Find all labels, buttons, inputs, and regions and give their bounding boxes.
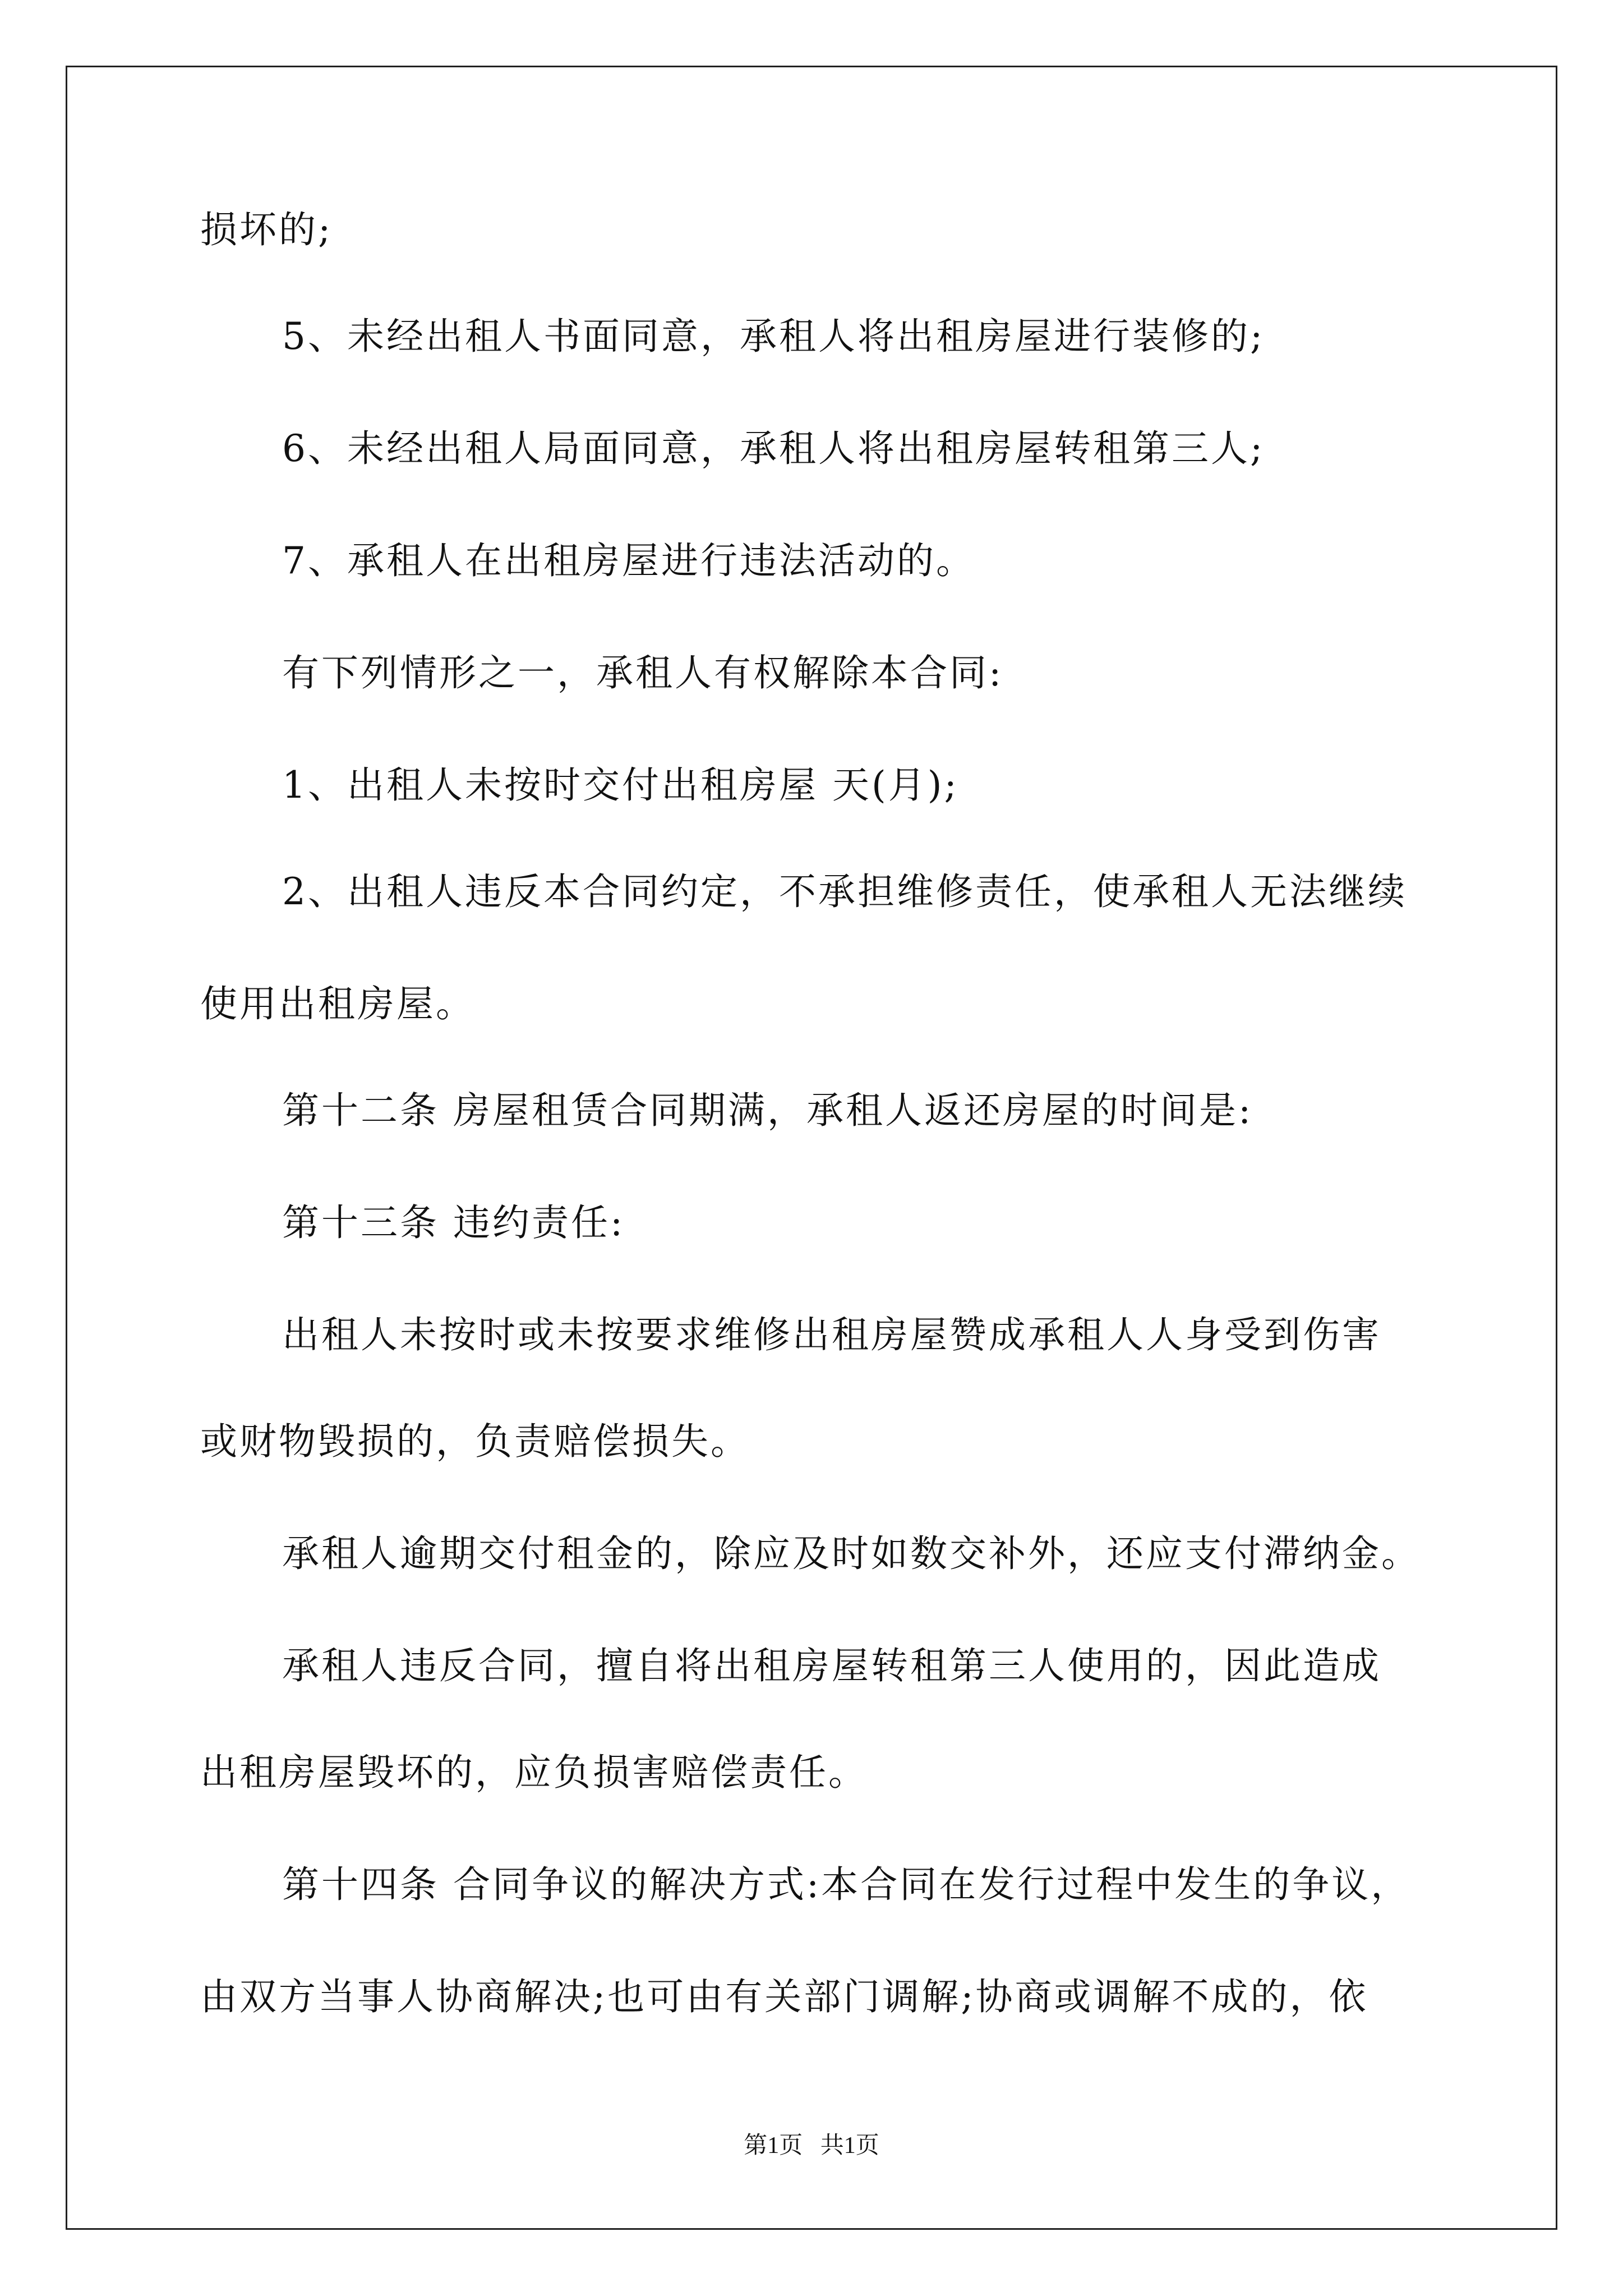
text-line: 第十四条 合同争议的解决方式:本合同在发行过程中发生的争议， <box>282 1863 1410 1906</box>
text-line: 承租人逾期交付租金的，除应及时如数交补外，还应支付滞纳金。 <box>282 1532 1421 1575</box>
page-number-footer: 第1页 共1页 <box>744 2133 879 2159</box>
text-line: 第十三条 违约责任: <box>282 1201 625 1244</box>
text-line: 出租人未按时或未按要求维修出租房屋赞成承租人人身受到伤害 <box>282 1313 1381 1356</box>
text-line: 第十二条 房屋租赁合同期满，承租人返还房屋的时间是: <box>282 1089 1253 1132</box>
text-line: 出租房屋毁坏的，应负损害赔偿责任。 <box>200 1751 868 1794</box>
text-line: 承租人违反合同，擅自将出租房屋转租第三人使用的，因此造成 <box>282 1644 1381 1687</box>
text-line: 5、未经出租人书面同意，承租人将出租房屋进行装修的; <box>282 315 1265 358</box>
text-line: 2、出租人违反本合同约定，不承担维修责任，使承租人无法继续 <box>282 870 1407 913</box>
text-line: 使用出租房屋。 <box>200 982 475 1025</box>
text-line: 有下列情形之一，承租人有权解除本合同: <box>282 651 1004 694</box>
text-line: 损坏的; <box>200 208 333 251</box>
text-line: 6、未经出租人局面同意，承租人将出租房屋转租第三人; <box>282 427 1265 470</box>
text-line: 或财物毁损的，负责赔偿损失。 <box>200 1420 750 1463</box>
text-line: 7、承租人在出租房屋进行违法活动的。 <box>282 539 975 582</box>
text-line: 由双方当事人协商解决;也可由有关部门调解;协商或调解不成的，依 <box>200 1975 1368 2018</box>
text-line: 1、出租人未按时交付出租房屋 天(月); <box>282 763 959 807</box>
